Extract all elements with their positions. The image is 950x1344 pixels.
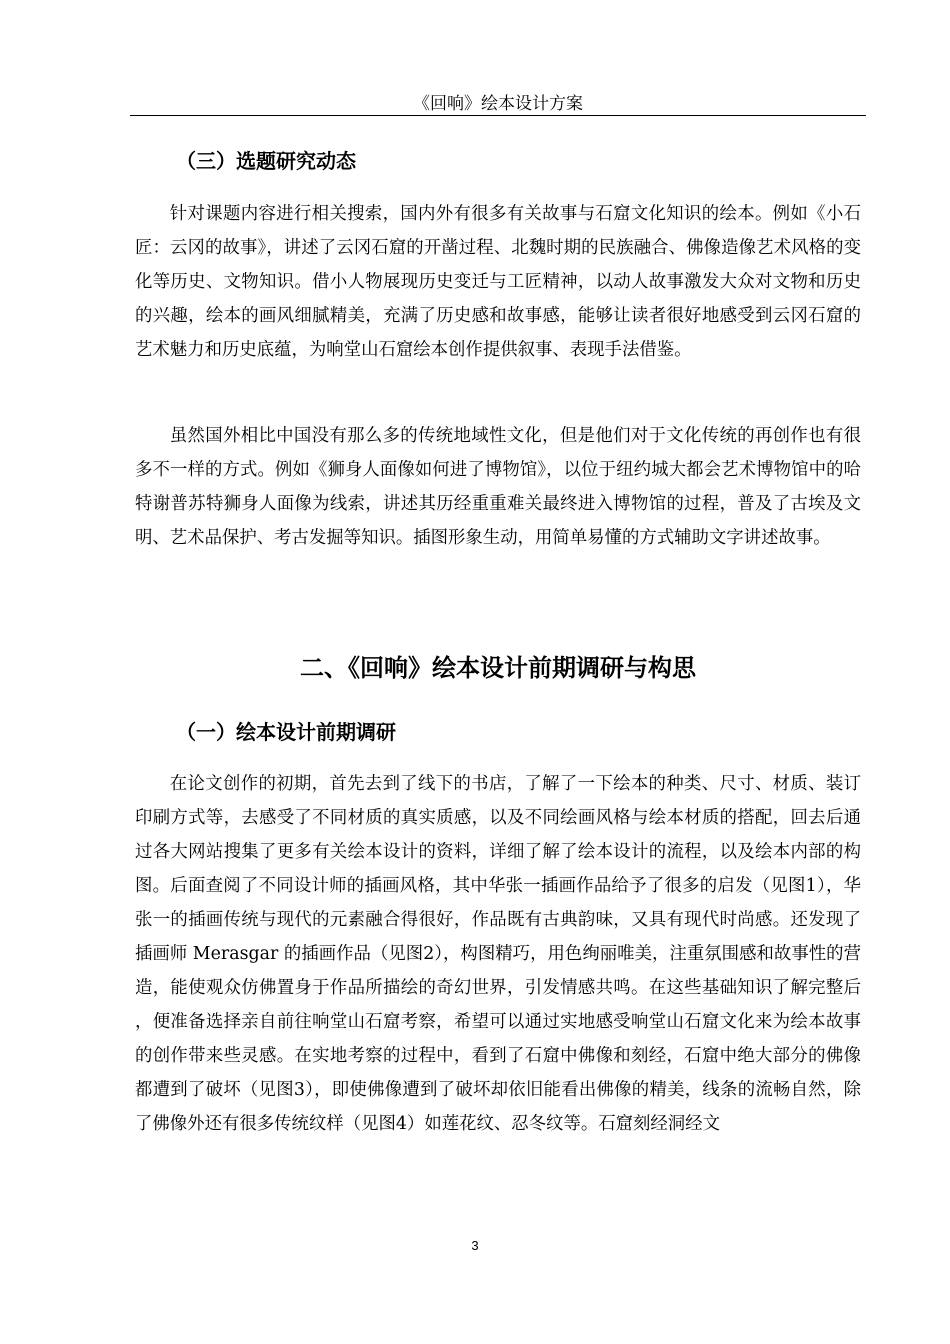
chapter-heading: 二、《回响》绘本设计前期调研与构思 bbox=[300, 654, 696, 682]
running-header: 《回响》绘本设计方案 bbox=[413, 94, 583, 114]
paragraph-domestic-picture-books: 针对课题内容进行相关搜索，国内外有很多有关故事与石窟文化知识的绘本。例如《小石匠：云冈的故事》，讲述了云冈石窟的开凿过程、北魏时期的民族融合、佛像造像艺术风格的变化等历史、文物知识。借小人物展现历史变迁与工匠精神，以动人故事激发大众对文物和历史的兴趣，绘本的画风细腻精美，充满了历史感和故事感，能够让读者很好地感受到云冈石窟的艺术魅力和历史底蕴，为响堂山石窟绘本创作提供叙事、表现手法借鉴。 bbox=[135, 204, 861, 360]
paragraph-foreign-picture-books: 虽然国外相比中国没有那么多的传统地域性文化，但是他们对于文化传统的再创作也有很多不一样的方式。例如《狮身人面像如何进了博物馆》，以位于纽约城大都会艺术博物馆中的哈特谢普苏特狮身人面像为线索，讲述其历经重重难关最终进入博物馆的过程，普及了古埃及文明、艺术品保护、考古发掘等知识。插图形象生动，用简单易懂的方式辅助文字讲述故事。 bbox=[135, 426, 861, 548]
section-heading-research-trends: （三）选题研究动态 bbox=[176, 149, 356, 173]
paragraph-preliminary-research: 在论文创作的初期，首先去到了线下的书店，了解了一下绘本的种类、尺寸、材质、装订印刷方式等，去感受了不同材质的真实质感，以及不同绘画风格与绘本材质的搭配，回去后通过各大网站搜集了更多有关绘本设计的资料，详细了解了绘本设计的流程，以及绘本内部的构图。后面查阅了不同设计师的插画风格，其中华张一插画作品给予了很多的启发（见图1），华张一的插画传统与现代的元素融合得很好，作品既有古典韵味，又具有现代时尚感。还发现了插画师 Merasgar 的插画作品（见图2），构图精巧，用色绚丽唯美，注重氛围感和故事性的营造，能使观众仿佛置身于作品所描绘的奇幻世界，引发情感共鸣。在这些基础知识了解完整后，便准备选择亲自前往响堂山石窟考察，希望可以通过实地感受响堂山石窟文化来为绘本故事的创作带来些灵感。在实地考察的过程中，看到了石窟中佛像和刻经，石窟中绝大部分的佛像都遭到了破坏（见图3），即使佛像遭到了破坏却依旧能看出佛像的精美，线条的流畅自然，除了佛像外还有很多传统纹样（见图4）如莲花纹、忍冬纹等。石窟刻经洞经文 bbox=[135, 774, 861, 1134]
section-heading-preliminary-research: （一）绘本设计前期调研 bbox=[176, 720, 396, 744]
header-divider bbox=[130, 115, 866, 116]
page-number: 3 bbox=[471, 1238, 479, 1253]
